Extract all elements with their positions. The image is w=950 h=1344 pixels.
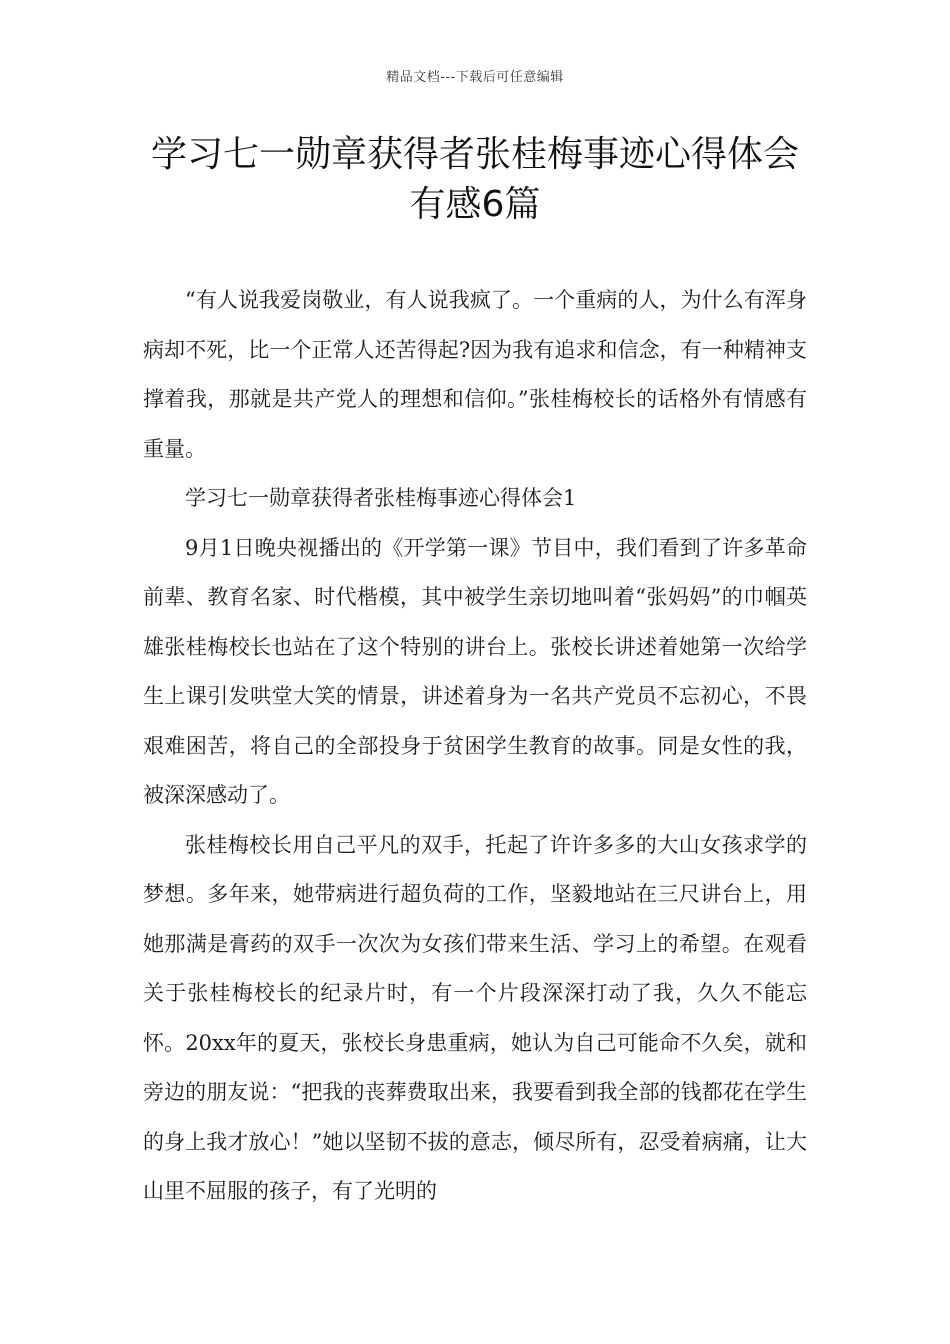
document-body bbox=[143, 276, 807, 1217]
document-title: 学习七一勋章获得者张桂梅事迹心得体会有感6篇 bbox=[150, 134, 799, 225]
paragraph-intro: “有人说我爱岗敬业，有人说我疯了。一个重病的人，为什么有浑身病却不死，比一个正常人还苦得起?因为我有追求和信念，有一种精神支撑着我，那就是共产党人的理想和信仰。”张桂梅校长的话格外有情感有重量。 bbox=[143, 288, 807, 461]
header-note: 精品文档---下载后可任意编辑 bbox=[386, 70, 564, 85]
paragraph: 张桂梅校长用自己平凡的双手，托起了许许多多的大山女孩求学的梦想。多年来，她带病进行超负荷的工作，坚毅地站在三尺讲台上，用她那满是膏药的双手一次次为女孩们带来生活、学习上的希望。在观看关于张桂梅校长的纪录片时，有一个片段深深打动了我，久久不能忘怀。20xx年的夏天，张校长身患重病，她认为自己可能命不久矣，就和旁边的朋友说：“把我的丧葬费取出来，我要看到我全部的钱都花在学生的身上我才放心！”她以坚韧不拔的意志，倾尽所有，忍受着病痛，让大山里不屈服的孩子，有了光明的 bbox=[143, 832, 807, 1203]
section-heading: 学习七一勋章获得者张桂梅事迹心得体会1 bbox=[185, 486, 577, 510]
paragraph: 9月1日晚央视播出的《开学第一课》节目中，我们看到了许多革命前辈、教育名家、时代楷模，其中被学生亲切地叫着“张妈妈”的巾帼英雄张桂梅校长也站在了这个特别的讲台上。张校长讲述着她第一次给学生上课引发哄堂大笑的情景，讲述着身为一名共产党员不忘初心，不畏艰难困苦，将自己的全部投身于贫困学生教育的故事。同是女性的我，被深深感动了。 bbox=[143, 535, 807, 807]
